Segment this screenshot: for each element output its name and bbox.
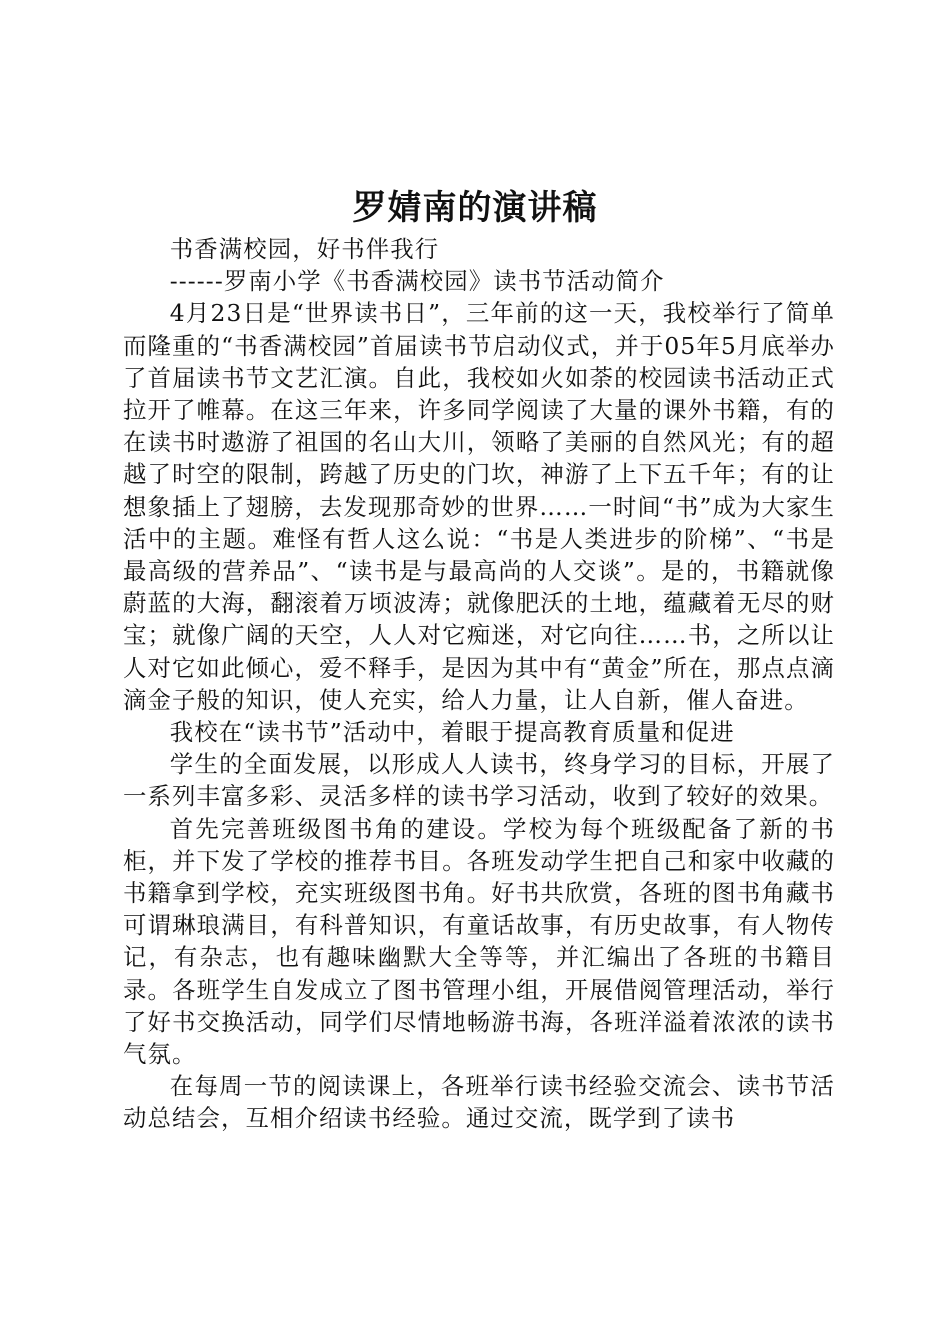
paragraph: 首先完善班级图书角的建设。学校为每个班级配备了新的书柜，并下发了学校的推荐书目。各班发动学生把自己和家中收藏的书籍拿到学校，充实班级图书角。好书共欣赏，各班的图书角藏书可谓琳琅满目，有科普知识，有童话故事，有历史故事，有人物传记，有杂志，也有趣味幽默大全等等，并汇编出了各班的书籍目录。各班学生自发成立了图书管理小组，开展借阅管理活动，举行了好书交换活动，同学们尽情地畅游书海，各班洋溢着浓浓的读书气氛。 (123, 814, 835, 1069)
subtitle-byline: ------罗南小学《书香满校园》读书节活动简介 (169, 267, 665, 296)
paragraph: 在每周一节的阅读课上，各班举行读书经验交流会、读书节活动总结会，互相介绍读书经验。通过交流，既学到了读书 (123, 1072, 835, 1133)
page-title: 罗婧南的演讲稿 (352, 188, 598, 228)
subtitle: 书香满校园，好书伴我行 (169, 235, 440, 263)
paragraph: 学生的全面发展，以形成人人读书，终身学习的目标，开展了一系列丰富多彩、灵活多样的读书学习活动，收到了较好的效果。 (123, 750, 835, 811)
paragraph: 我校在“读书节”活动中，着眼于提高教育质量和促进 (169, 718, 735, 747)
paragraph: 4月23日是“世界读书日”，三年前的这一天，我校举行了简单而隆重的“书香满校园”首届读书节启动仪式，并于05年5月底举办了首届读书节文艺汇演。自此，我校如火如荼的校园读书活动正式拉开了帷幕。在这三年来，许多同学阅读了大量的课外书籍，有的在读书时遨游了祖国的名山大川，领略了美丽的自然风光；有的超越了时空的限制，跨越了历史的门坎，神游了上下五千年；有的让想象插上了翅膀，去发现那奇妙的世界……一时间“书”成为大家生活中的主题。难怪有哲人这么说：“书是人类进步的阶梯”、“书是最高级的营养品”、“读书是与最高尚的人交谈”。是的，书籍就像蔚蓝的大海，翻滚着万顷波涛；就像肥沃的土地，蕴藏着无尽的财宝；就像广阔的天空，人人对它痴迷，对它向往……书，之所以让人对它如此倾心，爱不释手，是因为其中有“黄金”所在，那点点滴滴金子般的知识，使人充实，给人力量，让人自新，催人奋进。 (123, 299, 835, 714)
document-body (123, 233, 835, 1135)
